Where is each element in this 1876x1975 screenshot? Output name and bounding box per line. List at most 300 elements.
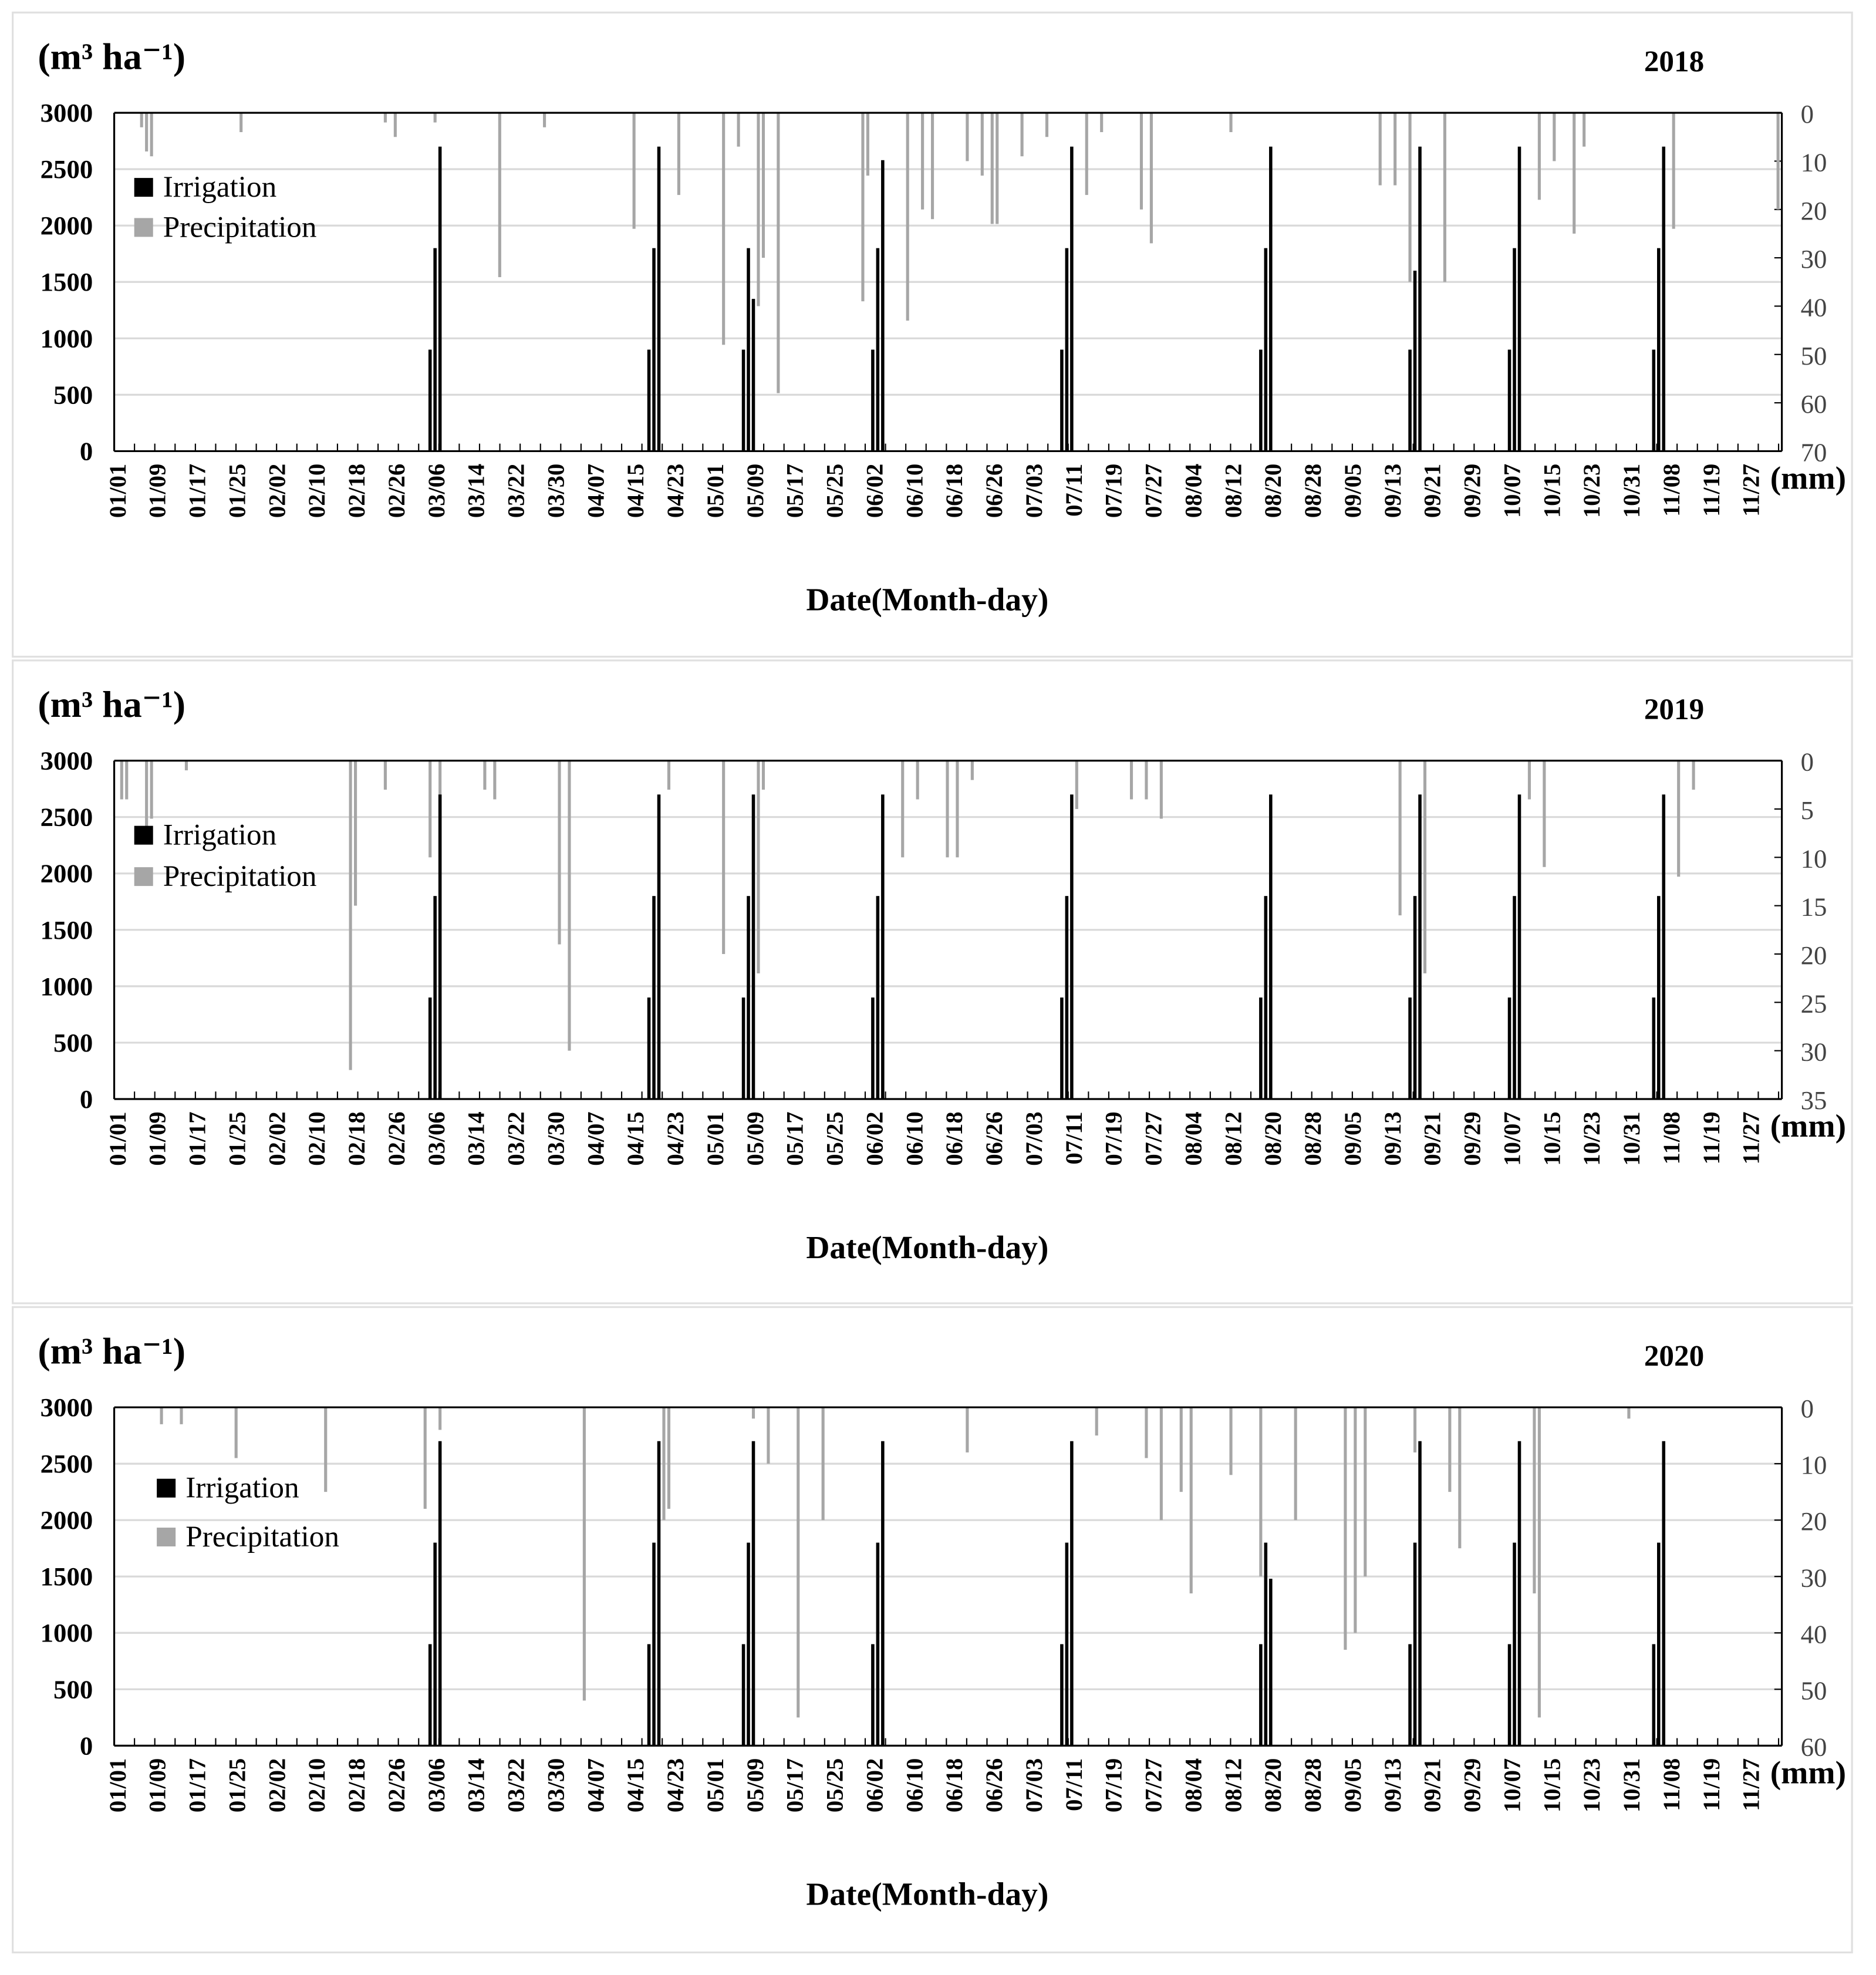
precipitation-bar: [543, 113, 546, 127]
x-tick-label: 01/25: [224, 1111, 251, 1166]
y2-axis-unit-label: (mm): [1770, 1755, 1847, 1791]
x-tick-label: 11/19: [1698, 1111, 1725, 1165]
x-tick-label: 06/26: [981, 463, 1008, 518]
precipitation-bar: [1095, 1407, 1098, 1435]
irrigation-bar: [1259, 997, 1263, 1099]
x-axis-title: Date(Month-day): [806, 1876, 1049, 1913]
irrigation-bar: [1259, 1644, 1263, 1745]
precipitation-bar: [757, 113, 760, 306]
y-tick-label: 2500: [40, 154, 93, 184]
precipitation-bar: [428, 761, 431, 858]
x-tick-label: 08/04: [1180, 463, 1207, 518]
y-tick-label: 500: [53, 1674, 93, 1704]
x-tick-label: 06/10: [901, 1758, 928, 1813]
precipitation-bar: [1413, 1407, 1416, 1452]
irrigation-bar: [1060, 997, 1064, 1099]
y-axis-unit-label: (m³ ha⁻¹): [38, 1330, 186, 1372]
irrigation-bar: [428, 1644, 432, 1745]
x-tick-label: 02/10: [303, 1758, 330, 1813]
y-tick-label: 1500: [40, 1562, 93, 1592]
x-tick-label: 01/17: [184, 1111, 211, 1166]
precipitation-bar: [1229, 1407, 1232, 1475]
x-tick-label: 08/12: [1220, 1111, 1247, 1166]
irrigation-bar: [1518, 794, 1521, 1099]
y2-tick-label: 35: [1800, 1086, 1827, 1115]
legend-precipitation-label: Precipitation: [185, 1519, 339, 1553]
precipitation-bar: [1160, 1407, 1163, 1520]
irrigation-bar: [1264, 248, 1268, 451]
x-axis-title: Date(Month-day): [806, 582, 1049, 618]
precipitation-bar: [394, 113, 397, 137]
precipitation-bar: [493, 761, 496, 800]
precipitation-bar: [1364, 1407, 1366, 1576]
irrigation-bar: [647, 1644, 651, 1745]
x-tick-label: 09/05: [1339, 1758, 1366, 1813]
irrigation-bar: [1060, 1644, 1064, 1745]
y2-tick-label: 50: [1800, 1676, 1827, 1706]
y2-tick-label: 20: [1800, 1506, 1827, 1536]
x-tick-label: 08/20: [1260, 1758, 1287, 1813]
precipitation-bar: [1583, 113, 1585, 147]
x-tick-label: 01/17: [184, 463, 211, 518]
precipitation-bar: [1180, 1407, 1183, 1492]
irrigation-bar: [438, 1441, 442, 1746]
precipitation-bar: [966, 1407, 969, 1452]
precipitation-bar: [737, 113, 740, 147]
legend-precipitation-swatch: [134, 218, 153, 237]
precipitation-bar: [861, 113, 864, 301]
x-tick-label: 08/04: [1180, 1758, 1207, 1813]
x-tick-label: 03/06: [423, 1758, 450, 1813]
precipitation-bar: [145, 761, 148, 828]
irrigation-bar: [1518, 147, 1521, 451]
x-tick-label: 02/10: [303, 1111, 330, 1166]
irrigation-bar: [1065, 248, 1069, 451]
y-tick-label: 0: [79, 436, 93, 466]
precipitation-bar: [1533, 1407, 1536, 1593]
legend-irrigation-label: Irrigation: [163, 170, 277, 204]
precipitation-bar: [1573, 113, 1575, 234]
x-tick-label: 03/30: [542, 1111, 569, 1166]
x-tick-label: 09/13: [1379, 1758, 1406, 1813]
y2-tick-label: 60: [1800, 1732, 1827, 1762]
legend-irrigation-swatch: [134, 826, 153, 845]
precipitation-bar: [180, 1407, 183, 1424]
irrigation-bar: [1413, 896, 1417, 1099]
legend-precipitation-swatch: [134, 867, 153, 886]
x-tick-label: 06/02: [861, 463, 888, 518]
x-tick-label: 04/07: [582, 1111, 609, 1166]
y-tick-label: 500: [53, 380, 93, 410]
year-label: 2019: [1644, 693, 1705, 727]
x-tick-label: 06/02: [861, 1111, 888, 1166]
x-tick-label: 02/10: [303, 463, 330, 518]
irrigation-bar: [652, 248, 656, 451]
precipitation-bar: [1354, 1407, 1357, 1633]
x-tick-label: 05/17: [781, 1111, 808, 1166]
y2-tick-label: 0: [1800, 1394, 1814, 1424]
precipitation-bar: [797, 1407, 799, 1717]
x-tick-label: 09/05: [1339, 1111, 1366, 1166]
irrigation-bar: [1652, 1644, 1656, 1745]
x-tick-label: 08/12: [1220, 463, 1247, 518]
x-tick-label: 03/22: [502, 1758, 529, 1813]
precipitation-bar: [1399, 761, 1402, 915]
irrigation-bar: [657, 794, 661, 1099]
y-tick-label: 3000: [40, 98, 93, 128]
x-tick-label: 11/27: [1737, 463, 1764, 517]
precipitation-bar: [150, 113, 153, 156]
x-tick-label: 03/06: [423, 463, 450, 518]
legend-irrigation-swatch: [134, 178, 153, 197]
x-tick-label: 01/25: [224, 463, 251, 518]
precipitation-bar: [140, 113, 143, 127]
x-tick-label: 02/18: [343, 1111, 370, 1166]
precipitation-bar: [667, 761, 670, 790]
x-tick-label: 05/01: [701, 1111, 728, 1166]
precipitation-bar: [1677, 761, 1680, 877]
x-tick-label: 05/17: [781, 1758, 808, 1813]
x-tick-label: 07/11: [1060, 463, 1087, 517]
y-tick-label: 1000: [40, 323, 93, 353]
y-tick-label: 2500: [40, 1449, 93, 1479]
x-tick-label: 03/30: [542, 1758, 569, 1813]
irrigation-bar: [1408, 1644, 1412, 1745]
irrigation-bar: [1413, 1543, 1417, 1746]
irrigation-bar: [433, 896, 437, 1099]
irrigation-bar: [881, 1441, 885, 1746]
x-tick-label: 09/13: [1379, 463, 1406, 518]
precipitation-bar: [1393, 113, 1396, 185]
x-tick-label: 10/23: [1578, 1758, 1605, 1813]
y-tick-label: 1500: [40, 267, 93, 297]
panel-border: [13, 12, 1852, 656]
irrigation-bar: [433, 248, 437, 451]
x-tick-label: 05/09: [741, 1111, 768, 1166]
precipitation-bar: [762, 113, 765, 258]
precipitation-bar: [822, 1407, 825, 1520]
y2-tick-label: 30: [1800, 1563, 1827, 1593]
precipitation-bar: [777, 113, 780, 393]
legend-irrigation-swatch: [157, 1479, 176, 1498]
panel-border: [13, 660, 1852, 1303]
x-tick-label: 08/20: [1260, 463, 1287, 518]
irrigation-bar: [1413, 271, 1417, 451]
y-tick-label: 2000: [40, 1505, 93, 1535]
x-tick-label: 08/12: [1220, 1758, 1247, 1813]
x-tick-label: 11/27: [1737, 1111, 1764, 1165]
x-tick-label: 09/21: [1419, 463, 1446, 518]
precipitation-bar: [1538, 1407, 1541, 1717]
precipitation-bar: [1627, 1407, 1630, 1418]
irrigation-bar: [1269, 794, 1273, 1099]
x-tick-label: 03/22: [502, 1111, 529, 1166]
legend-precipitation-label: Precipitation: [163, 210, 317, 244]
irrigation-bar: [1418, 1441, 1422, 1746]
y2-tick-label: 30: [1800, 1037, 1827, 1067]
x-tick-label: 10/07: [1499, 1758, 1526, 1813]
y2-tick-label: 0: [1800, 747, 1814, 777]
y2-tick-label: 0: [1800, 99, 1814, 129]
irrigation-bar: [1264, 1543, 1268, 1746]
x-tick-label: 11/19: [1698, 1758, 1725, 1811]
irrigation-bar: [1418, 794, 1422, 1099]
x-tick-label: 08/28: [1300, 1758, 1327, 1813]
x-tick-label: 06/10: [901, 1111, 928, 1166]
irrigation-bar: [871, 1644, 875, 1745]
x-tick-label: 10/31: [1618, 1758, 1645, 1813]
x-tick-label: 10/15: [1538, 1111, 1565, 1166]
x-tick-label: 04/15: [622, 1111, 649, 1166]
precipitation-bar: [1294, 1407, 1297, 1520]
y2-tick-label: 60: [1800, 389, 1827, 419]
x-tick-label: 07/03: [1020, 1111, 1047, 1166]
x-tick-label: 10/31: [1618, 463, 1645, 518]
precipitation-bar: [438, 1407, 441, 1430]
precipitation-bar: [752, 1407, 755, 1418]
precipitation-bar: [667, 1407, 670, 1509]
x-tick-label: 01/01: [104, 1758, 131, 1813]
irrigation-bar: [742, 1644, 745, 1745]
x-tick-label: 03/14: [463, 1111, 490, 1166]
x-tick-label: 01/17: [184, 1758, 211, 1813]
precipitation-bar: [354, 761, 357, 906]
y-tick-label: 500: [53, 1027, 93, 1057]
y-tick-label: 3000: [40, 746, 93, 776]
x-tick-label: 10/07: [1499, 463, 1526, 518]
precipitation-bar: [1150, 113, 1153, 243]
irrigation-bar: [1513, 896, 1516, 1099]
x-tick-label: 11/08: [1658, 463, 1685, 517]
y2-tick-label: 70: [1800, 437, 1827, 467]
irrigation-bar: [747, 248, 750, 451]
precipitation-bar: [762, 761, 765, 790]
irrigation-bar: [1408, 350, 1412, 451]
y2-axis-unit-label: (mm): [1770, 1108, 1847, 1145]
x-tick-label: 06/26: [981, 1111, 1008, 1166]
precipitation-bar: [1538, 113, 1541, 200]
x-tick-label: 11/27: [1737, 1758, 1764, 1811]
x-tick-label: 05/25: [821, 463, 848, 518]
precipitation-bar: [1379, 113, 1382, 185]
precipitation-bar: [424, 1407, 427, 1509]
y2-tick-label: 20: [1800, 941, 1827, 970]
irrigation-bar: [647, 350, 651, 451]
year-label: 2020: [1644, 1339, 1705, 1373]
precipitation-bar: [633, 113, 636, 229]
x-tick-label: 10/15: [1538, 1758, 1565, 1813]
x-tick-label: 04/07: [582, 463, 609, 518]
precipitation-bar: [239, 113, 242, 132]
y-tick-label: 1000: [40, 1618, 93, 1648]
x-tick-label: 07/27: [1140, 463, 1167, 518]
irrigation-bar: [1513, 248, 1516, 451]
x-tick-label: 05/09: [741, 463, 768, 518]
irrigation-bar: [881, 794, 885, 1099]
y2-tick-label: 10: [1800, 1450, 1827, 1480]
y-tick-label: 0: [79, 1731, 93, 1761]
precipitation-bar: [906, 113, 909, 321]
x-tick-label: 01/01: [104, 463, 131, 518]
x-tick-label: 03/14: [463, 463, 490, 518]
x-tick-label: 04/15: [622, 463, 649, 518]
irrigation-bar: [1269, 1579, 1273, 1745]
precipitation-bar: [324, 1407, 327, 1492]
x-tick-label: 01/01: [104, 1111, 131, 1166]
precipitation-bar: [767, 1407, 770, 1464]
irrigation-bar: [1652, 997, 1656, 1099]
irrigation-bar: [1662, 147, 1665, 451]
precipitation-bar: [145, 113, 148, 151]
x-tick-label: 09/21: [1419, 1111, 1446, 1166]
x-tick-label: 05/17: [781, 463, 808, 518]
irrigation-bar: [1508, 1644, 1511, 1745]
x-tick-label: 09/29: [1459, 1758, 1486, 1813]
irrigation-bar: [1418, 147, 1422, 451]
precipitation-bar: [1443, 113, 1446, 282]
irrigation-bar: [438, 794, 442, 1099]
x-tick-label: 04/07: [582, 1758, 609, 1813]
precipitation-bar: [1021, 113, 1024, 156]
y2-tick-label: 40: [1800, 1619, 1827, 1649]
x-tick-label: 05/09: [741, 1758, 768, 1813]
y2-tick-label: 40: [1800, 292, 1827, 322]
precipitation-bar: [946, 761, 949, 858]
precipitation-bar: [349, 761, 352, 1070]
irrigation-bar: [747, 1543, 750, 1746]
x-tick-label: 08/20: [1260, 1111, 1287, 1166]
x-tick-label: 01/09: [144, 463, 171, 518]
irrigation-bar: [1070, 147, 1074, 451]
irrigation-bar: [652, 896, 656, 1099]
precipitation-bar: [1229, 113, 1232, 132]
x-tick-label: 07/11: [1060, 1758, 1087, 1811]
precipitation-bar: [384, 113, 387, 122]
x-tick-label: 06/18: [941, 1111, 968, 1166]
irrigation-bar: [1662, 1441, 1665, 1746]
x-tick-label: 02/26: [383, 463, 410, 518]
precipitation-bar: [991, 113, 994, 224]
y2-tick-label: 5: [1800, 796, 1814, 825]
y-tick-label: 2000: [40, 211, 93, 241]
precipitation-bar: [931, 113, 934, 219]
irrigation-bar: [752, 299, 755, 451]
x-tick-label: 10/07: [1499, 1111, 1526, 1166]
panel-border: [13, 1307, 1852, 1952]
precipitation-bar: [1130, 761, 1133, 800]
precipitation-bar: [971, 761, 974, 780]
x-tick-label: 05/25: [821, 1111, 848, 1166]
irrigation-bar: [742, 997, 745, 1099]
x-tick-label: 02/26: [383, 1758, 410, 1813]
irrigation-bar: [433, 1543, 437, 1746]
y-tick-label: 1000: [40, 971, 93, 1001]
precipitation-bar: [722, 113, 725, 345]
x-tick-label: 04/15: [622, 1758, 649, 1813]
y-tick-label: 3000: [40, 1393, 93, 1423]
x-tick-label: 01/25: [224, 1758, 251, 1813]
x-tick-label: 10/23: [1578, 1111, 1605, 1166]
irrigation-bar: [1657, 248, 1661, 451]
legend-irrigation-label: Irrigation: [185, 1471, 299, 1505]
x-tick-label: 01/09: [144, 1758, 171, 1813]
legend-precipitation-swatch: [157, 1528, 176, 1546]
x-tick-label: 04/23: [662, 1111, 689, 1166]
x-tick-label: 02/26: [383, 1111, 410, 1166]
precipitation-bar: [722, 761, 725, 954]
precipitation-bar: [1100, 113, 1103, 132]
y2-tick-label: 20: [1800, 196, 1827, 225]
irrigation-bar: [1408, 997, 1412, 1099]
x-tick-label: 09/29: [1459, 1111, 1486, 1166]
y2-tick-label: 15: [1800, 892, 1827, 922]
precipitation-bar: [1045, 113, 1048, 137]
irrigation-bar: [428, 350, 432, 451]
precipitation-bar: [125, 761, 128, 800]
x-tick-label: 05/01: [701, 463, 728, 518]
precipitation-bar: [568, 761, 571, 1051]
precipitation-bar: [757, 761, 760, 973]
irrigation-bar: [438, 147, 442, 451]
y2-tick-label: 50: [1800, 341, 1827, 370]
irrigation-bar: [1513, 1543, 1516, 1746]
irrigation-bar: [657, 147, 661, 451]
x-tick-label: 06/10: [901, 463, 928, 518]
precipitation-bar: [1423, 761, 1426, 973]
precipitation-bar: [120, 761, 123, 800]
precipitation-bar: [1190, 1407, 1193, 1593]
x-tick-label: 04/23: [662, 463, 689, 518]
precipitation-bar: [160, 1407, 163, 1424]
precipitation-bar: [866, 113, 869, 176]
irrigation-bar: [1065, 1543, 1069, 1746]
irrigation-bar: [752, 1441, 755, 1746]
precipitation-bar: [1692, 761, 1695, 790]
irrigation-bar: [871, 997, 875, 1099]
precipitation-bar: [1145, 1407, 1148, 1458]
irrigation-bar: [647, 997, 651, 1099]
irrigation-bar: [876, 248, 880, 451]
y2-tick-label: 25: [1800, 989, 1827, 1019]
x-tick-label: 07/27: [1140, 1758, 1167, 1813]
irrigation-bar: [428, 997, 432, 1099]
irrigation-bar: [1264, 896, 1268, 1099]
x-tick-label: 06/26: [981, 1758, 1008, 1813]
x-tick-label: 02/02: [264, 1111, 291, 1166]
y2-axis-unit-label: (mm): [1770, 460, 1847, 497]
chart-panel-2018: [13, 12, 1852, 656]
irrigation-bar: [1269, 147, 1273, 451]
x-tick-label: 11/19: [1698, 463, 1725, 517]
irrigation-bar: [1657, 1543, 1661, 1746]
precipitation-bar: [434, 113, 437, 122]
x-tick-label: 09/29: [1459, 463, 1486, 518]
x-tick-label: 08/28: [1300, 463, 1327, 518]
x-tick-label: 10/31: [1618, 1111, 1645, 1166]
precipitation-bar: [677, 113, 680, 195]
precipitation-bar: [1553, 113, 1556, 161]
x-tick-label: 05/01: [701, 1758, 728, 1813]
x-tick-label: 10/15: [1538, 463, 1565, 518]
irrigation-bar: [1518, 1441, 1521, 1746]
legend-irrigation-label: Irrigation: [163, 818, 277, 852]
precipitation-bar: [150, 761, 153, 819]
precipitation-bar: [1160, 761, 1163, 819]
x-tick-label: 09/05: [1339, 463, 1366, 518]
precipitation-bar: [966, 113, 969, 161]
precipitation-bar: [921, 113, 924, 210]
x-tick-label: 02/18: [343, 1758, 370, 1813]
